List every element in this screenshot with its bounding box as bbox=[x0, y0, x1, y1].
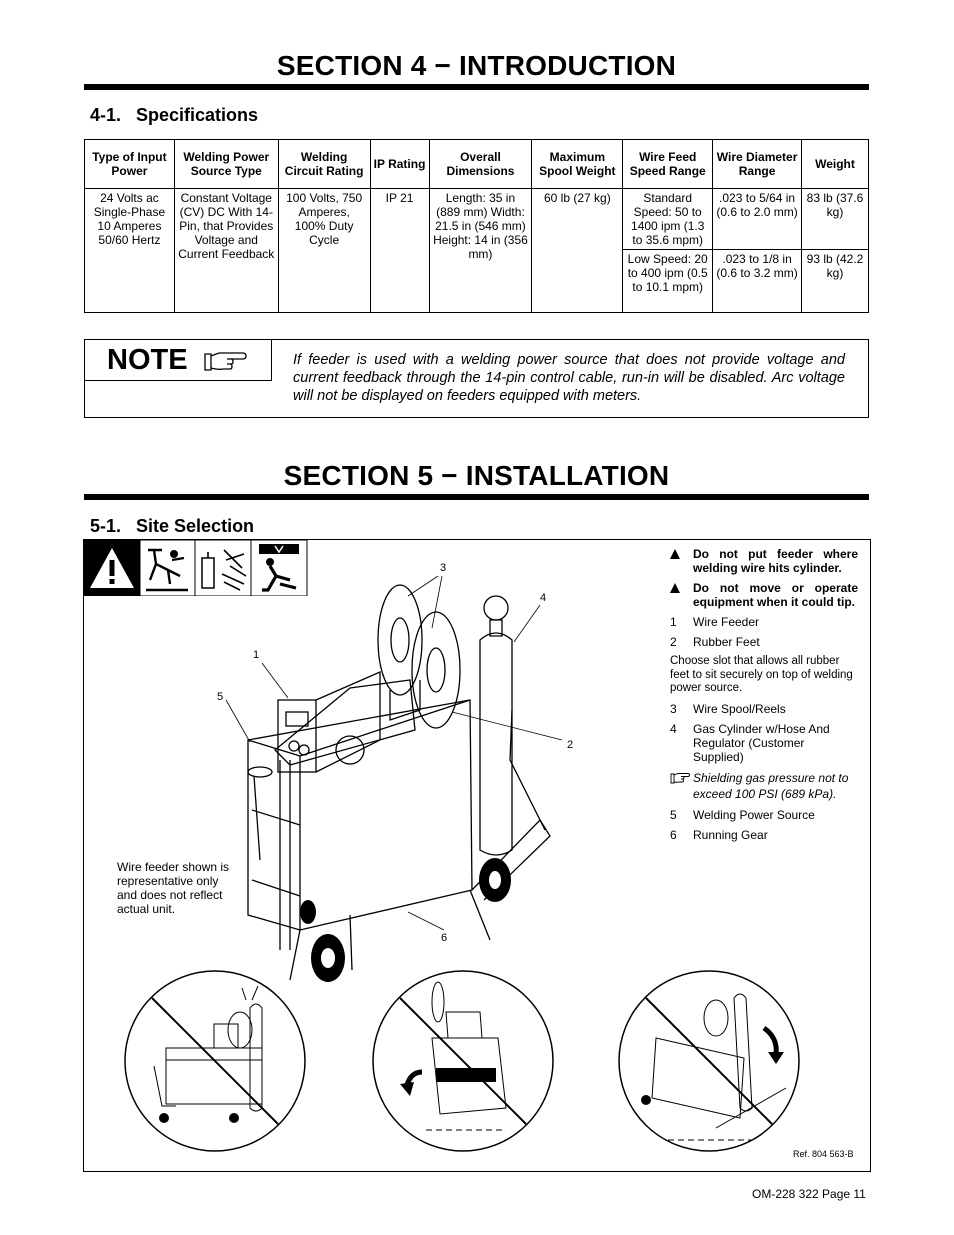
header-cell: Wire Diameter Range bbox=[713, 140, 802, 189]
callout-4: 4 bbox=[540, 592, 547, 604]
table-header-row bbox=[85, 140, 869, 189]
reference-number: Ref. 804 563-B bbox=[793, 1149, 854, 1159]
warning-triangle-icon bbox=[670, 583, 680, 593]
list-item: 1 Wire Feeder bbox=[670, 615, 760, 629]
input-power-cell: 24 Volts ac Single-Phase 10 Amperes 50/60 Hertz bbox=[85, 189, 175, 313]
diameter-low-cell: .023 to 1/8 in (0.6 to 3.2 mm) bbox=[713, 250, 802, 313]
hint-item: Shielding gas pressure not to exceed 100 PSI (689 kPa). bbox=[670, 770, 858, 802]
header-cell: Type of Input Power bbox=[85, 140, 175, 189]
table-row bbox=[85, 189, 869, 250]
callout-3: 3 bbox=[440, 562, 447, 574]
list-item: 2 Rubber Feet bbox=[670, 635, 760, 649]
warning-triangle-icon bbox=[670, 549, 680, 559]
speed-low-cell: Low Speed: 20 to 400 ipm (0.5 to 10.1 mpm) bbox=[623, 250, 713, 313]
welding-equipment-illustration bbox=[200, 560, 580, 990]
warning-item: Do not put feeder where welding wire hits cylinder. bbox=[670, 547, 858, 575]
speed-standard-cell: Standard Speed: 50 to 1400 ipm (1.3 to 35.6 mpm) bbox=[623, 189, 713, 250]
illustration-caption: Wire feeder shown is representative only and does not reflect actual unit. bbox=[117, 860, 230, 916]
prohibited-tip-backward-illustration bbox=[616, 968, 802, 1154]
header-cell: Overall Dimensions bbox=[429, 140, 532, 189]
specifications-table bbox=[84, 139, 869, 313]
page-footer: OM-228 322 Page 11 bbox=[752, 1187, 866, 1201]
prohibited-cylinder-contact-illustration bbox=[122, 968, 308, 1154]
header-cell: Maximum Spool Weight bbox=[532, 140, 623, 189]
list-item: 5 Welding Power Source bbox=[670, 807, 815, 822]
weight-standard-cell: 83 lb (37.6 kg) bbox=[802, 189, 869, 250]
site-selection-heading: 5-1. Site Selection bbox=[90, 516, 255, 536]
note-label-box bbox=[85, 340, 272, 381]
diameter-standard-cell: .023 to 5/64 in (0.6 to 2.0 mm) bbox=[713, 189, 802, 250]
warning-item: Do not move or operate equipment when it could tip. bbox=[670, 581, 858, 609]
callout-5: 5 bbox=[217, 691, 224, 703]
callout-6: 6 bbox=[441, 932, 448, 944]
section5-title: SECTION 5 − INSTALLATION bbox=[283, 460, 670, 491]
slot-instruction: Choose slot that allows all rubber feet to sit securely on top of welding power source. bbox=[670, 655, 853, 694]
header-cell: Weight bbox=[802, 140, 869, 189]
source-type-cell: Constant Voltage (CV) DC With 14-Pin, that Provides Voltage and Current Feedback bbox=[174, 189, 278, 313]
ip-rating-cell: IP 21 bbox=[370, 189, 429, 313]
header-cell: Welding Power Source Type bbox=[174, 140, 278, 189]
prohibited-tip-forward-illustration bbox=[370, 968, 556, 1154]
callout-2: 2 bbox=[567, 739, 574, 751]
list-item: 4 Gas Cylinder w/Hose And Regulator (Customer Supplied) bbox=[670, 721, 830, 764]
list-item: 3 Wire Spool/Reels bbox=[670, 701, 786, 716]
pointing-hand-icon bbox=[670, 772, 690, 784]
pointing-hand-icon bbox=[203, 349, 247, 373]
callout-1: 1 bbox=[253, 649, 260, 661]
spool-weight-cell: 60 lb (27 kg) bbox=[532, 189, 623, 313]
circuit-rating-cell: 100 Volts, 750 Amperes, 100% Duty Cycle bbox=[278, 189, 370, 313]
section4-title: SECTION 4 − INTRODUCTION bbox=[276, 50, 677, 81]
section4-rule bbox=[84, 84, 869, 90]
weight-low-cell: 93 lb (42.2 kg) bbox=[802, 250, 869, 313]
header-cell: Wire Feed Speed Range bbox=[623, 140, 713, 189]
header-cell: Welding Circuit Rating bbox=[278, 140, 370, 189]
site-selection-notes bbox=[670, 547, 858, 848]
note-box bbox=[84, 339, 869, 418]
specifications-heading: 4-1. Specifications bbox=[90, 105, 259, 125]
header-cell: IP Rating bbox=[370, 140, 429, 189]
dimensions-cell: Length: 35 in (889 mm) Width: 21.5 in (546 mm) Height: 14 in (356 mm) bbox=[429, 189, 532, 313]
note-text: If feeder is used with a welding power source that does not provide voltage and current feedback through the 14-pin control cable, run-in will be disabled. Arc voltage will not be displayed on feeders equipped with meters. bbox=[293, 352, 845, 404]
list-item: 6 Running Gear bbox=[670, 827, 768, 842]
note-label: NOTE bbox=[107, 344, 188, 376]
section5-rule bbox=[84, 494, 869, 500]
